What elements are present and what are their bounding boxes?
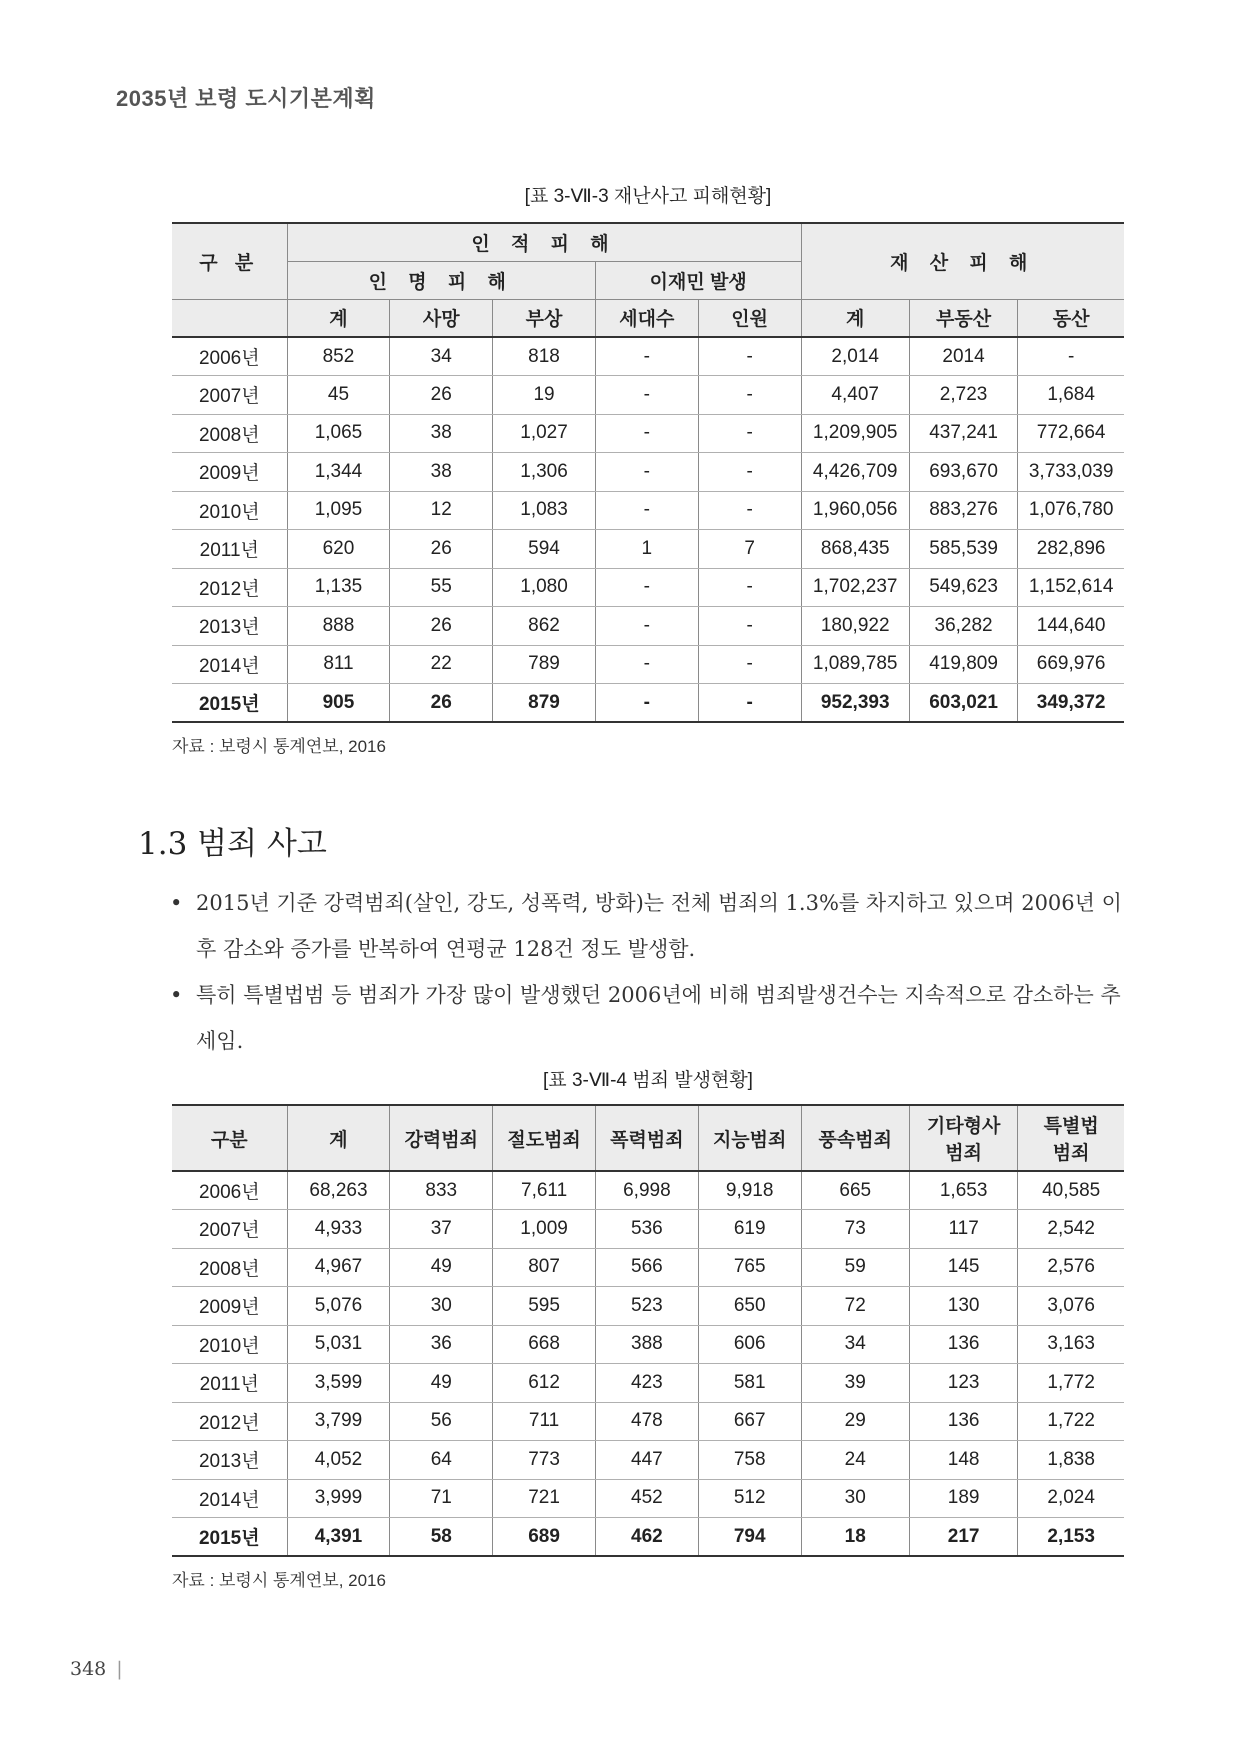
table-cell: 22 xyxy=(390,645,493,684)
table-cell: 1,838 xyxy=(1018,1441,1124,1480)
table-cell: 862 xyxy=(493,607,596,646)
table-cell: 1,209,905 xyxy=(801,414,909,453)
table-row xyxy=(172,376,1124,415)
table-row xyxy=(172,1402,1124,1441)
table-cell: 1,089,785 xyxy=(801,645,909,684)
bullet-mark: • xyxy=(170,983,183,1007)
header-line: 범죄 xyxy=(945,1143,982,1164)
table-cell: 1 xyxy=(595,530,698,569)
table-cell: 2,723 xyxy=(909,376,1017,415)
table-cell: 145 xyxy=(909,1248,1017,1287)
table-cell: 811 xyxy=(287,645,390,684)
table-cell: 606 xyxy=(698,1325,801,1364)
header-sub: 계 xyxy=(287,299,390,337)
table-cell: 49 xyxy=(390,1364,493,1403)
table-cell: 2014 xyxy=(909,337,1017,376)
table-cell: 423 xyxy=(595,1364,698,1403)
table-cell: 1,960,056 xyxy=(801,491,909,530)
table-cell: 620 xyxy=(287,530,390,569)
header-gubun: 구 분 xyxy=(172,223,287,299)
crime-occurrence-table xyxy=(172,1104,1124,1557)
table-cell: 3,599 xyxy=(287,1364,390,1403)
table-cell: 64 xyxy=(390,1441,493,1480)
table-cell: 3,733,039 xyxy=(1018,453,1124,492)
table-cell: - xyxy=(1018,337,1124,376)
table-cell: 55 xyxy=(390,568,493,607)
table-cell: 581 xyxy=(698,1364,801,1403)
table-cell: 807 xyxy=(493,1248,596,1287)
table-cell: 38 xyxy=(390,414,493,453)
header-line: 범죄 xyxy=(1052,1143,1090,1164)
table-cell: - xyxy=(698,607,801,646)
table-cell: - xyxy=(595,337,698,376)
table-row xyxy=(172,1287,1124,1326)
table-row xyxy=(172,337,1124,376)
table-cell: 773 xyxy=(493,1441,596,1480)
table-cell: - xyxy=(698,568,801,607)
table-cell: - xyxy=(698,376,801,415)
table-cell: - xyxy=(595,684,698,723)
table-cell: 833 xyxy=(390,1171,493,1210)
table-cell: 2,014 xyxy=(801,337,909,376)
header-displaced: 이재민 발생 xyxy=(595,261,801,299)
table-cell: 1,009 xyxy=(493,1210,596,1249)
table-cell: 19 xyxy=(493,376,596,415)
table-cell: 49 xyxy=(390,1248,493,1287)
header-morals: 풍속범죄 xyxy=(801,1105,909,1171)
table-cell: 18 xyxy=(801,1518,909,1557)
table-cell: - xyxy=(595,414,698,453)
table-cell: 868,435 xyxy=(801,530,909,569)
header-human-damage: 인 적 피 해 xyxy=(287,223,801,261)
table-cell: 1,653 xyxy=(909,1171,1017,1210)
table-cell: 1,095 xyxy=(287,491,390,530)
table-cell: 447 xyxy=(595,1441,698,1480)
table-cell: 462 xyxy=(595,1518,698,1557)
table-cell: - xyxy=(698,414,801,453)
header-assault: 폭력범죄 xyxy=(595,1105,698,1171)
table-cell: 5,031 xyxy=(287,1325,390,1364)
header-sub: 계 xyxy=(801,299,909,337)
table-cell: - xyxy=(595,453,698,492)
page-number: 348 xyxy=(70,1658,107,1680)
document-header-title: 2035년 보령 도시기본계획 xyxy=(116,86,376,111)
table-cell: 136 xyxy=(909,1325,1017,1364)
table-row xyxy=(172,491,1124,530)
table1-caption: [표 3-Ⅶ-3 재난사고 피해현황] xyxy=(524,186,772,207)
table-row xyxy=(172,1248,1124,1287)
table-cell: 585,539 xyxy=(909,530,1017,569)
table-cell: 71 xyxy=(390,1479,493,1518)
table-cell: 26 xyxy=(390,684,493,723)
table-cell: 59 xyxy=(801,1248,909,1287)
header-casualties: 인 명 피 해 xyxy=(287,261,595,299)
row-year-cell: 2010년 xyxy=(172,1325,287,1364)
row-year-cell: 2007년 xyxy=(172,376,287,415)
bullet-item xyxy=(170,972,1130,1064)
table-cell: 148 xyxy=(909,1441,1017,1480)
row-year-cell: 2006년 xyxy=(172,1171,287,1210)
table-cell: 2,542 xyxy=(1018,1210,1124,1249)
table-cell: 45 xyxy=(287,376,390,415)
table-cell: - xyxy=(595,568,698,607)
row-year-cell: 2013년 xyxy=(172,607,287,646)
row-year-cell: 2006년 xyxy=(172,337,287,376)
table-cell: 38 xyxy=(390,453,493,492)
header-blank xyxy=(172,299,287,337)
table-cell: 73 xyxy=(801,1210,909,1249)
table-cell: 3,076 xyxy=(1018,1287,1124,1326)
table-cell: 26 xyxy=(390,607,493,646)
row-year-cell: 2015년 xyxy=(172,1518,287,1557)
table-cell: 1,080 xyxy=(493,568,596,607)
table-row xyxy=(172,568,1124,607)
table-cell: 34 xyxy=(390,337,493,376)
table-cell: - xyxy=(595,376,698,415)
table-cell: 39 xyxy=(801,1364,909,1403)
table-cell: 4,426,709 xyxy=(801,453,909,492)
bullet-text: 2015년 기준 강력범죄(살인, 강도, 성폭력, 방화)는 전체 범죄의 1.3%를 차지하고 있으며 2006년 이후 감소와 증가를 반복하여 연평균 128건 정도 발생함. xyxy=(196,891,1122,961)
table-row xyxy=(172,1364,1124,1403)
table-cell: 130 xyxy=(909,1287,1017,1326)
bullet-text: 특히 특별법범 등 범죄가 가장 많이 발생했던 2006년에 비해 범죄발생건수는 지속적으로 감소하는 추세임. xyxy=(196,983,1121,1053)
row-year-cell: 2014년 xyxy=(172,645,287,684)
row-year-cell: 2007년 xyxy=(172,1210,287,1249)
table-cell: 9,918 xyxy=(698,1171,801,1210)
table-cell: 7 xyxy=(698,530,801,569)
header-gubun: 구분 xyxy=(172,1105,287,1171)
header-sub: 세대수 xyxy=(595,299,698,337)
header-line: 기타형사 xyxy=(926,1116,1001,1137)
row-year-cell: 2011년 xyxy=(172,530,287,569)
header-sub: 부동산 xyxy=(909,299,1017,337)
row-year-cell: 2012년 xyxy=(172,568,287,607)
footer-separator: | xyxy=(116,1658,123,1680)
table-cell: 36 xyxy=(390,1325,493,1364)
table-cell: 594 xyxy=(493,530,596,569)
table-cell: 765 xyxy=(698,1248,801,1287)
table-cell: - xyxy=(595,607,698,646)
table2-caption: [표 3-Ⅶ-4 범죄 발생현황] xyxy=(543,1070,753,1091)
header-line: 특별법 xyxy=(1043,1116,1099,1137)
row-year-cell: 2013년 xyxy=(172,1441,287,1480)
table-cell: 4,933 xyxy=(287,1210,390,1249)
table-cell: 512 xyxy=(698,1479,801,1518)
table-cell: 136 xyxy=(909,1402,1017,1441)
table-cell: 1,344 xyxy=(287,453,390,492)
table-cell: - xyxy=(698,491,801,530)
table-cell: 667 xyxy=(698,1402,801,1441)
header-total: 계 xyxy=(287,1105,390,1171)
table-cell: 3,163 xyxy=(1018,1325,1124,1364)
table-cell: 437,241 xyxy=(909,414,1017,453)
table-cell: 879 xyxy=(493,684,596,723)
table-row xyxy=(172,1210,1124,1249)
table-cell: 883,276 xyxy=(909,491,1017,530)
table-row xyxy=(172,1441,1124,1480)
table2-source: 자료 : 보령시 통계연보, 2016 xyxy=(172,1571,386,1590)
table-cell: 30 xyxy=(390,1287,493,1326)
table-cell: 693,670 xyxy=(909,453,1017,492)
table-cell: 68,263 xyxy=(287,1171,390,1210)
table-cell: 689 xyxy=(493,1518,596,1557)
table-cell: 2,153 xyxy=(1018,1518,1124,1557)
table-cell: 37 xyxy=(390,1210,493,1249)
table-cell: 888 xyxy=(287,607,390,646)
table-cell: 4,391 xyxy=(287,1518,390,1557)
table-cell: 3,799 xyxy=(287,1402,390,1441)
table-cell: 388 xyxy=(595,1325,698,1364)
table-cell: 1,722 xyxy=(1018,1402,1124,1441)
table-cell: 4,052 xyxy=(287,1441,390,1480)
table-row xyxy=(172,684,1124,723)
table-cell: 595 xyxy=(493,1287,596,1326)
table-cell: 2,576 xyxy=(1018,1248,1124,1287)
disaster-damage-table xyxy=(172,222,1124,723)
table-cell: 619 xyxy=(698,1210,801,1249)
table-cell: 217 xyxy=(909,1518,1017,1557)
row-year-cell: 2009년 xyxy=(172,453,287,492)
table-cell: - xyxy=(595,645,698,684)
table-row xyxy=(172,453,1124,492)
table-cell: 56 xyxy=(390,1402,493,1441)
table1-source: 자료 : 보령시 통계연보, 2016 xyxy=(172,737,386,756)
table-cell: 1,083 xyxy=(493,491,596,530)
table-cell: 1,135 xyxy=(287,568,390,607)
table-cell: 349,372 xyxy=(1018,684,1124,723)
table-cell: 12 xyxy=(390,491,493,530)
section-title: 1.3 범죄 사고 xyxy=(138,826,327,862)
table-cell: 144,640 xyxy=(1018,607,1124,646)
header-theft: 절도범죄 xyxy=(493,1105,596,1171)
table-cell: 669,976 xyxy=(1018,645,1124,684)
table-cell: 117 xyxy=(909,1210,1017,1249)
row-year-cell: 2010년 xyxy=(172,491,287,530)
table-row xyxy=(172,1518,1124,1557)
table-cell: 58 xyxy=(390,1518,493,1557)
table-cell: 668 xyxy=(493,1325,596,1364)
table-row xyxy=(172,1325,1124,1364)
table-cell: 36,282 xyxy=(909,607,1017,646)
table-row xyxy=(172,414,1124,453)
table-cell: 40,585 xyxy=(1018,1171,1124,1210)
table-cell: 536 xyxy=(595,1210,698,1249)
bullet-mark: • xyxy=(170,891,183,915)
table-row xyxy=(172,645,1124,684)
header-special-law xyxy=(1018,1105,1124,1171)
table-cell: 952,393 xyxy=(801,684,909,723)
table-cell: 24 xyxy=(801,1441,909,1480)
row-year-cell: 2014년 xyxy=(172,1479,287,1518)
table-cell: 523 xyxy=(595,1287,698,1326)
table-cell: 478 xyxy=(595,1402,698,1441)
table-cell: 789 xyxy=(493,645,596,684)
table-cell: - xyxy=(698,453,801,492)
header-sub: 인원 xyxy=(698,299,801,337)
row-year-cell: 2011년 xyxy=(172,1364,287,1403)
page-footer xyxy=(70,1658,123,1680)
table-cell: 549,623 xyxy=(909,568,1017,607)
table-cell: 1,772 xyxy=(1018,1364,1124,1403)
table-cell: 1,702,237 xyxy=(801,568,909,607)
table-cell: - xyxy=(698,337,801,376)
row-year-cell: 2009년 xyxy=(172,1287,287,1326)
table-cell: - xyxy=(698,645,801,684)
header-property-damage: 재 산 피 해 xyxy=(801,223,1124,299)
table-cell: - xyxy=(595,491,698,530)
table-cell: 650 xyxy=(698,1287,801,1326)
table-cell: 5,076 xyxy=(287,1287,390,1326)
table-cell: 72 xyxy=(801,1287,909,1326)
table-cell: - xyxy=(698,684,801,723)
table-cell: 758 xyxy=(698,1441,801,1480)
table-cell: 905 xyxy=(287,684,390,723)
row-year-cell: 2012년 xyxy=(172,1402,287,1441)
table-cell: 721 xyxy=(493,1479,596,1518)
table-row xyxy=(172,1171,1124,1210)
table-cell: 452 xyxy=(595,1479,698,1518)
table-cell: 2,024 xyxy=(1018,1479,1124,1518)
table-cell: 4,967 xyxy=(287,1248,390,1287)
table-cell: 7,611 xyxy=(493,1171,596,1210)
bullet-item xyxy=(170,880,1130,972)
table-cell: 29 xyxy=(801,1402,909,1441)
table-cell: 852 xyxy=(287,337,390,376)
table-cell: 772,664 xyxy=(1018,414,1124,453)
table-cell: 1,152,614 xyxy=(1018,568,1124,607)
table-cell: 794 xyxy=(698,1518,801,1557)
table-cell: 1,027 xyxy=(493,414,596,453)
table-cell: 4,407 xyxy=(801,376,909,415)
table-cell: 1,306 xyxy=(493,453,596,492)
table-cell: 189 xyxy=(909,1479,1017,1518)
table-cell: 566 xyxy=(595,1248,698,1287)
row-year-cell: 2008년 xyxy=(172,414,287,453)
row-year-cell: 2008년 xyxy=(172,1248,287,1287)
row-year-cell: 2015년 xyxy=(172,684,287,723)
table-cell: 26 xyxy=(390,376,493,415)
table-cell: 6,998 xyxy=(595,1171,698,1210)
table-cell: 603,021 xyxy=(909,684,1017,723)
table-row xyxy=(172,530,1124,569)
table-cell: 123 xyxy=(909,1364,1017,1403)
table-cell: 665 xyxy=(801,1171,909,1210)
header-sub: 동산 xyxy=(1018,299,1124,337)
header-sub: 부상 xyxy=(493,299,596,337)
table-cell: 1,076,780 xyxy=(1018,491,1124,530)
header-other-criminal xyxy=(909,1105,1017,1171)
table-cell: 711 xyxy=(493,1402,596,1441)
table-row xyxy=(172,607,1124,646)
table-cell: 282,896 xyxy=(1018,530,1124,569)
header-fraud: 지능범죄 xyxy=(698,1105,801,1171)
table-cell: 1,065 xyxy=(287,414,390,453)
table-cell: 818 xyxy=(493,337,596,376)
table-cell: 26 xyxy=(390,530,493,569)
table-cell: 180,922 xyxy=(801,607,909,646)
table-row xyxy=(172,1479,1124,1518)
header-sub: 사망 xyxy=(390,299,493,337)
table-cell: 1,684 xyxy=(1018,376,1124,415)
table-cell: 34 xyxy=(801,1325,909,1364)
table-cell: 3,999 xyxy=(287,1479,390,1518)
table-cell: 30 xyxy=(801,1479,909,1518)
header-violent: 강력범죄 xyxy=(390,1105,493,1171)
table-cell: 419,809 xyxy=(909,645,1017,684)
table-cell: 612 xyxy=(493,1364,596,1403)
